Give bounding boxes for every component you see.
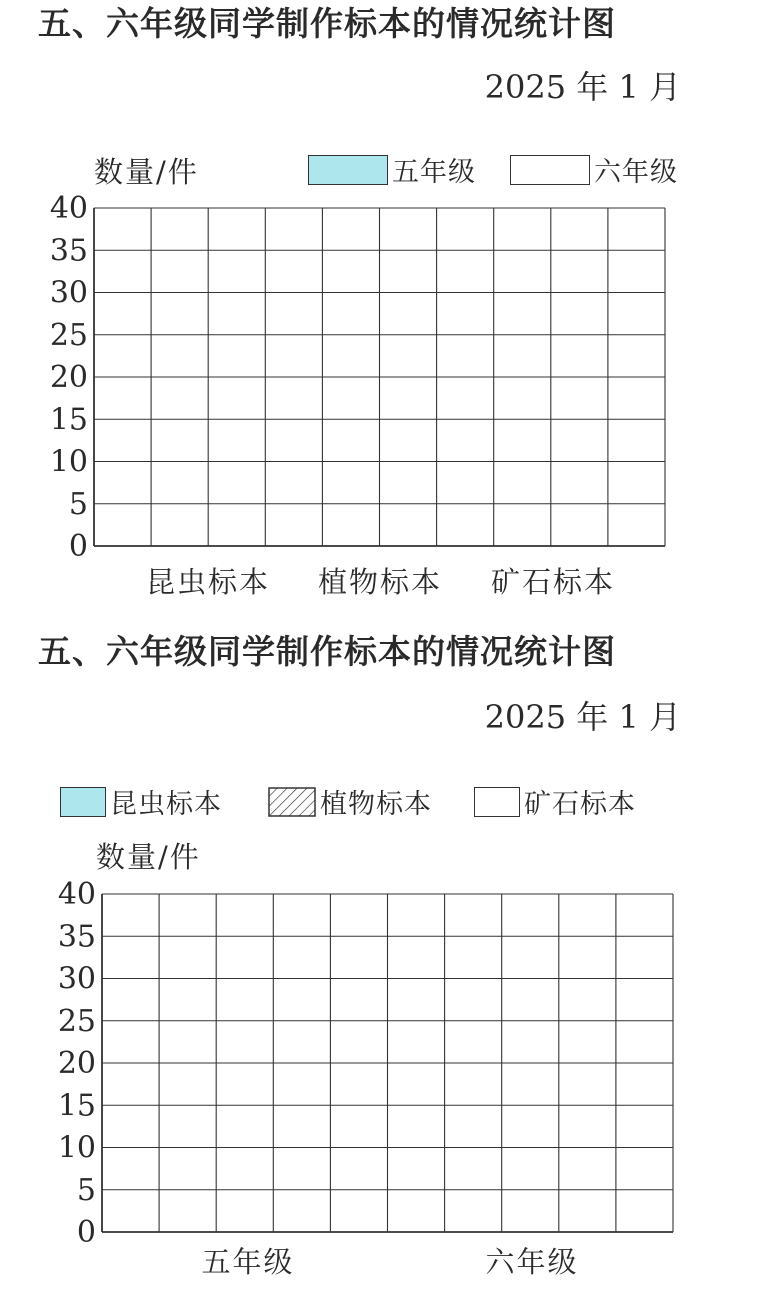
y-tick-label: 0	[76, 1215, 96, 1250]
x-category-label: 植物标本	[317, 565, 443, 599]
y-tick-label: 15	[49, 402, 88, 438]
chart2-plot	[0, 880, 759, 1300]
chart1-legend-swatch-grade5	[308, 155, 388, 185]
y-tick-label: 5	[76, 1172, 96, 1208]
chart1-legend-label-grade6: 六年级	[594, 157, 678, 188]
x-category-label: 昆虫标本	[145, 565, 271, 599]
chart2-legend-plant	[268, 782, 432, 821]
chart2-legend-label-plant: 植物标本	[320, 789, 432, 820]
chart2-legend-mineral	[474, 782, 636, 821]
chart1-plot	[0, 190, 759, 610]
x-category-label: 五年级	[201, 1245, 295, 1279]
chart2-legend-swatch-mineral	[474, 787, 520, 817]
y-tick-label: 35	[49, 233, 88, 269]
x-category-label: 六年级	[485, 1245, 579, 1279]
chart1-legend-grade5	[308, 150, 476, 189]
chart2-title: 五、六年级同学制作标本的情况统计图	[38, 632, 616, 671]
y-tick-label: 25	[57, 1003, 96, 1039]
y-tick-label: 20	[49, 360, 88, 395]
y-tick-label: 30	[49, 275, 88, 311]
y-tick-label: 15	[57, 1088, 96, 1124]
y-tick-label: 0	[68, 529, 88, 564]
chart1-legend-grade6	[510, 150, 678, 189]
chart2-legend-label-insect: 昆虫标本	[110, 789, 222, 820]
y-tick-label: 30	[57, 961, 96, 997]
chart2-legend-swatch-plant	[268, 787, 316, 817]
chart1-legend-swatch-grade6	[510, 155, 590, 185]
chart2-legend-label-mineral: 矿石标本	[524, 789, 636, 820]
chart2-date: 2025 年 1 月	[484, 698, 681, 736]
chart1-y-unit: 数量/件	[94, 155, 199, 189]
y-tick-label: 10	[57, 1130, 96, 1166]
y-tick-label: 40	[57, 880, 96, 912]
y-tick-label: 5	[68, 486, 88, 522]
chart2-legend-swatch-insect	[60, 787, 106, 817]
chart1-date: 2025 年 1 月	[484, 68, 681, 106]
y-tick-label: 40	[49, 191, 88, 226]
chart1-title: 五、六年级同学制作标本的情况统计图	[38, 4, 616, 43]
y-tick-label: 10	[49, 444, 88, 480]
chart1-legend-label-grade5: 五年级	[392, 157, 476, 188]
chart2-y-unit: 数量/件	[96, 840, 201, 874]
chart2-legend-insect	[60, 782, 222, 821]
y-tick-label: 25	[49, 317, 88, 353]
x-category-label: 矿石标本	[490, 565, 616, 599]
y-tick-label: 35	[57, 919, 96, 955]
y-tick-label: 20	[57, 1046, 96, 1081]
